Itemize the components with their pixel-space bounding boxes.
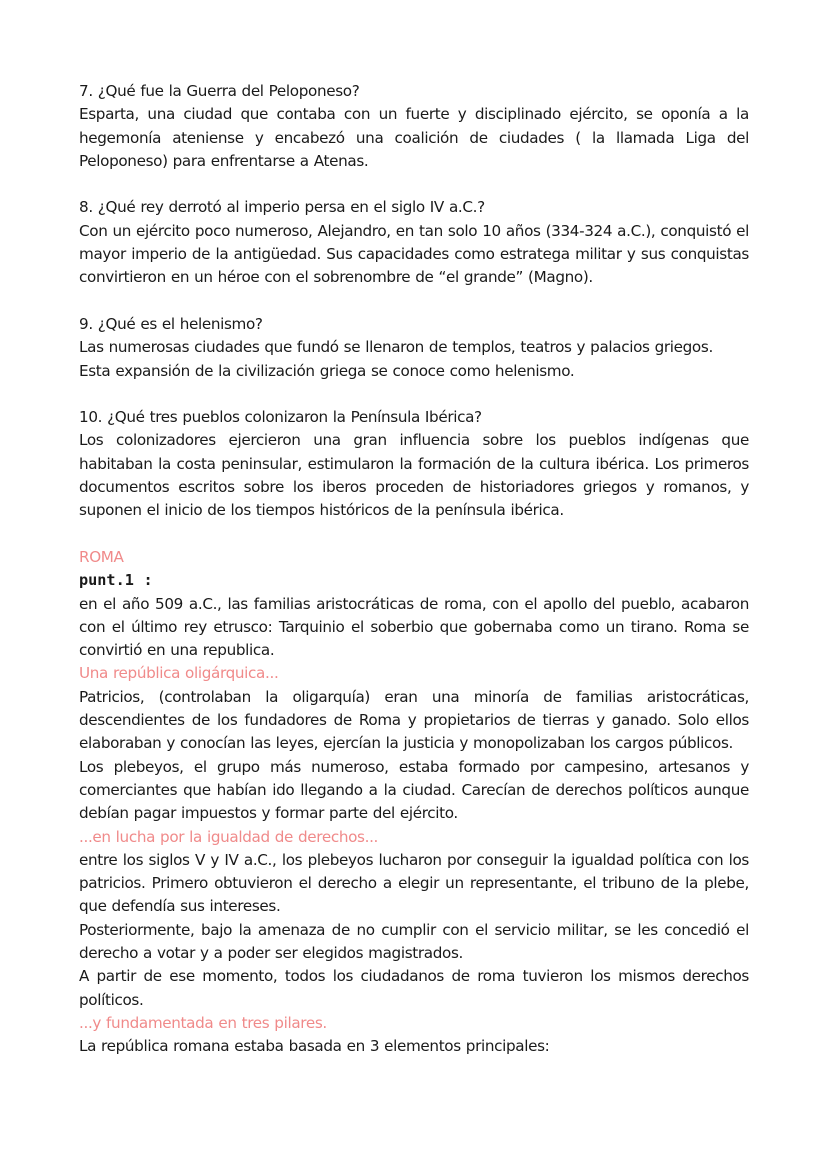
question-9-answer: Las numerosas ciudades que fundó se llenaron de templos, teatros y palacios griegos. Esta expansión de la civilización griega se conoce como helenismo. — [79, 338, 713, 380]
subheading-tres-pilares: ...y fundamentada en tres pilares. — [79, 1013, 327, 1032]
roma-heading: ROMA — [79, 547, 124, 566]
question-9-title: 9. ¿Qué es el helenismo? — [79, 314, 263, 333]
document-page — [79, 80, 749, 1058]
question-7-title: 7. ¿Qué fue la Guerra del Peloponeso? — [79, 82, 360, 100]
question-10-title: 10. ¿Qué tres pueblos colonizaron la Península Ibérica? — [79, 408, 482, 427]
spacer — [79, 173, 749, 196]
spacer — [79, 383, 749, 406]
roma-section — [79, 546, 749, 1059]
question-7-answer: Esparta, una ciudad que contaba con un fuerte y disciplinado ejército, se oponía a la hegemonía ateniense y encabezó una coalición de ciudades ( la llamada Liga del Peloponeso) para enfrentarse a Atenas. — [79, 105, 749, 170]
lucha-paragraph: entre los siglos V y IV a.C., los plebeyos lucharon por conseguir la igualdad política con los patricios. Primero obtuvieron el derecho a elegir un representante, el tribuno de la plebe, que defendía sus intereses. — [79, 850, 749, 916]
subheading-republica-oligarquica: Una república oligárquica... — [79, 664, 279, 683]
question-8-answer: Con un ejército poco numeroso, Alejandro, en tan solo 10 años (334-324 a.C.), conquistó el mayor imperio de la antigüedad. Sus capacidades como estratega militar y sus conquistas convirtieron en un héroe con el sobrenombre de “el grande” (Magno). — [79, 221, 749, 287]
subheading-lucha-igualdad: ...en lucha por la igualdad de derechos... — [79, 827, 379, 846]
apartir-paragraph: A partir de ese momento, todos los ciudadanos de roma tuvieron los mismos derechos políticos. — [79, 967, 749, 1009]
question-9 — [79, 313, 749, 383]
spacer — [79, 290, 749, 313]
question-10-answer: Los colonizadores ejercieron una gran influencia sobre los pueblos indígenas que habitaban la costa peninsular, estimularon la formación de la cultura ibérica. Los primeros documentos escritos sobre los iberos proceden de historiadores griegos y romanos, y suponen el inicio de los tiempos históricos de la península ibérica. — [79, 431, 749, 520]
spacer — [79, 523, 749, 546]
question-7 — [79, 80, 749, 173]
plebeyos-paragraph: Los plebeyos, el grupo más numeroso, estaba formado por campesino, artesanos y comerciantes que habían ido llegando a la ciudad. Carecían de derechos políticos aunque debían pagar impuestos y formar parte del ejército. — [79, 757, 749, 823]
question-10 — [79, 406, 749, 522]
question-8-title: 8. ¿Qué rey derrotó al imperio persa en el siglo IV a.C.? — [79, 198, 485, 217]
posteriormente-paragraph: Posteriormente, bajo la amenaza de no cumplir con el servicio militar, se les concedió el derecho a votar y a poder ser elegidos magistrados. — [79, 920, 749, 962]
patricios-paragraph: Patricios, (controlaban la oligarquía) eran una minoría de familias aristocráticas, descendientes de los fundadores de Roma y propietarios de tierras y ganado. Solo ellos elaboraban y conocían las leyes, ejercían la justicia y monopolizaban los cargos públicos. — [79, 687, 749, 753]
roma-intro: en el año 509 a.C., las familias aristocráticas de roma, con el apollo del pueblo, acabaron con el último rey etrusco: Tarquinio el soberbio que gobernaba como un tirano. Roma se convirtió en una republica. — [79, 594, 749, 660]
question-8 — [79, 196, 749, 289]
punt-label: punt.1 : — [79, 571, 153, 590]
pilares-paragraph: La república romana estaba basada en 3 elementos principales: — [79, 1037, 550, 1056]
